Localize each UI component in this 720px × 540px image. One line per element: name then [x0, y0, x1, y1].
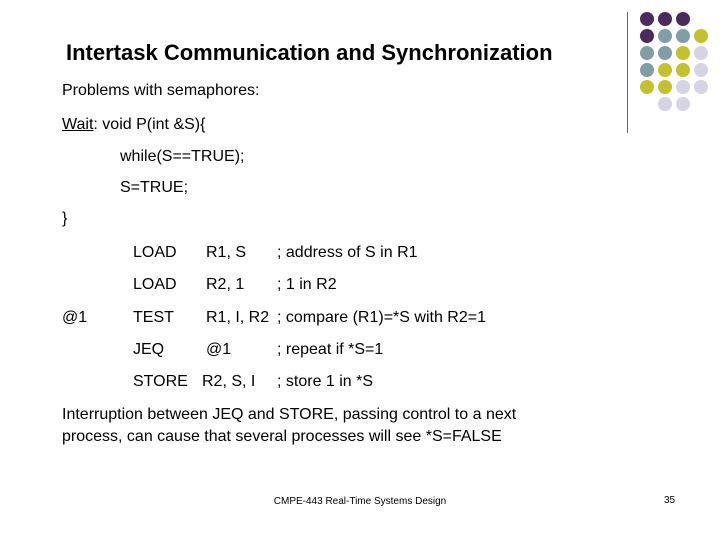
asm-comment: ; store 1 in *S	[277, 373, 374, 390]
asm-args: R2, S, I	[202, 373, 256, 390]
subtitle: Problems with semaphores:	[62, 82, 260, 99]
label-at1: @1	[62, 309, 88, 326]
dot-lavender	[676, 80, 690, 94]
dot-olive	[676, 46, 690, 60]
dot-teal	[676, 29, 690, 43]
closing-brace: }	[62, 210, 68, 227]
dot-purple	[676, 12, 690, 26]
asm-args: R2, 1	[206, 276, 245, 293]
code-line-while: while(S==TRUE);	[120, 148, 245, 165]
dot-lavender	[694, 46, 708, 60]
wait-signature: : void P(int &S){	[93, 116, 206, 133]
asm-comment: ; compare (R1)=*S with R2=1	[277, 309, 486, 326]
dot-purple	[640, 12, 654, 26]
asm-comment: ; repeat if *S=1	[277, 341, 384, 358]
page-number: 35	[664, 495, 676, 506]
dot-olive	[694, 29, 708, 43]
asm-args: R1, S	[206, 244, 247, 261]
dot-lavender	[658, 97, 672, 111]
dot-purple	[658, 12, 672, 26]
decorative-divider	[627, 12, 628, 133]
asm-comment: ; address of S in R1	[277, 244, 418, 261]
code-line-assign: S=TRUE;	[120, 179, 189, 196]
dot-teal	[640, 63, 654, 77]
wait-label: Wait	[62, 116, 94, 133]
slide-title: Intertask Communication and Synchronization	[66, 40, 553, 65]
dot-lavender	[676, 97, 690, 111]
dot-olive	[676, 63, 690, 77]
explanation-line-1: Interruption between JEQ and STORE, passing control to a next	[62, 406, 517, 423]
dot-teal	[640, 46, 654, 60]
asm-op: LOAD	[133, 244, 177, 261]
asm-args: R1, I, R2	[206, 309, 270, 326]
dot-purple	[640, 29, 654, 43]
dot-teal	[658, 46, 672, 60]
asm-args: @1	[206, 341, 232, 358]
dot-olive	[658, 63, 672, 77]
dot-lavender	[694, 80, 708, 94]
dot-olive	[658, 80, 672, 94]
footer-text: CMPE-443 Real-Time Systems Design	[273, 496, 447, 507]
asm-op: LOAD	[133, 276, 177, 293]
dot-lavender	[694, 63, 708, 77]
dot-teal	[658, 29, 672, 43]
asm-comment: ; 1 in R2	[277, 276, 337, 293]
asm-op: STORE	[133, 373, 188, 390]
explanation-line-2: process, can cause that several processes will see *S=FALSE	[62, 428, 502, 445]
wait-line	[62, 116, 205, 134]
dot-olive	[640, 80, 654, 94]
asm-op: JEQ	[133, 341, 165, 358]
asm-op: TEST	[133, 309, 174, 326]
